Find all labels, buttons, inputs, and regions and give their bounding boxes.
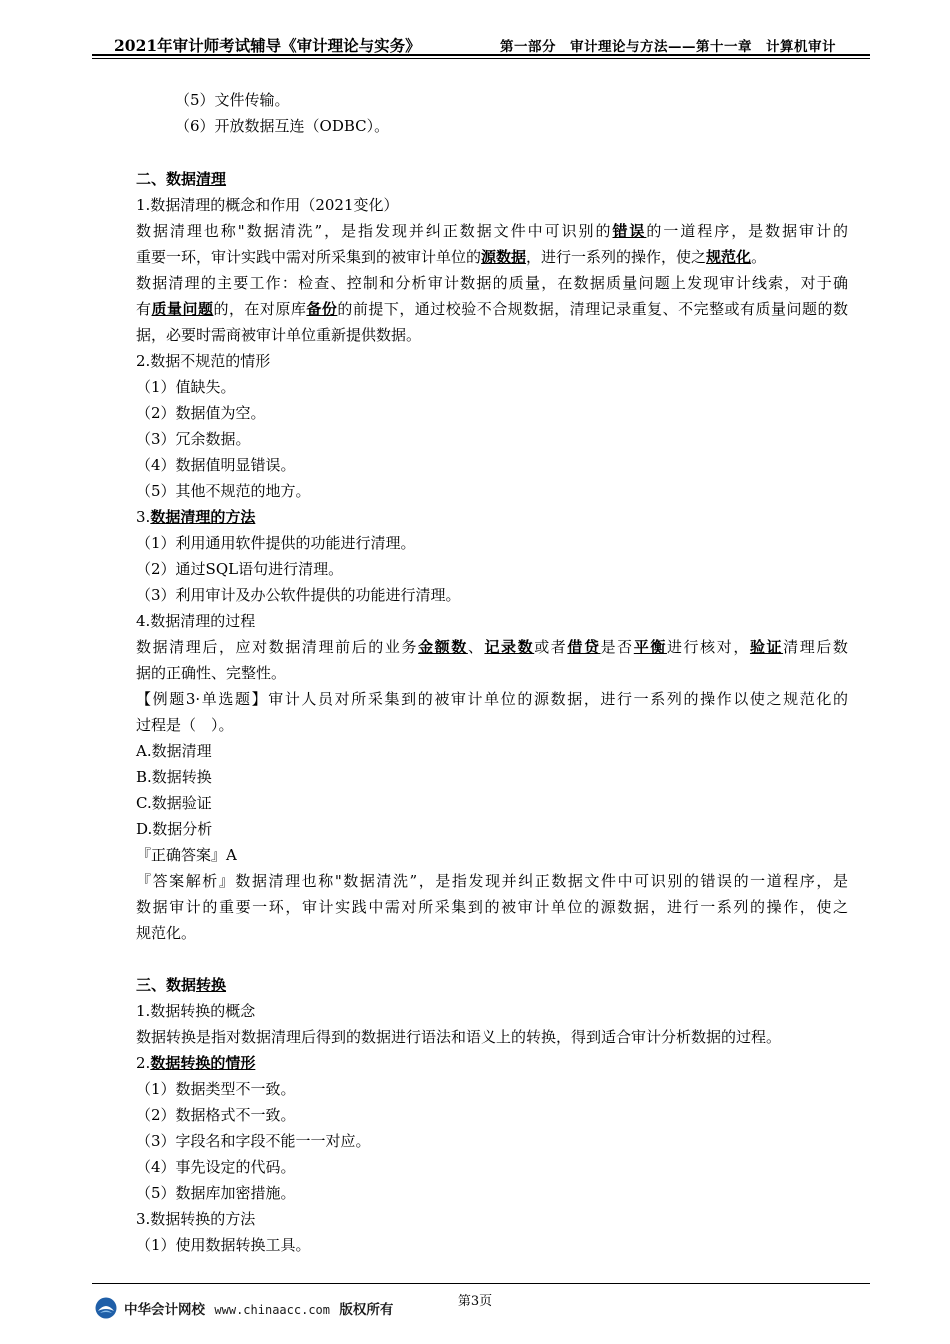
example-question: 【例题3·单选题】审计人员对所采集到的被审计单位的源数据，进行一系列的操作以使之规范化的 — [136, 690, 848, 708]
section-heading: 二、数据清理 — [136, 170, 227, 188]
list-item: （5）文件传输。 — [175, 91, 290, 109]
list-item: （4）数据值明显错误。 — [136, 456, 296, 474]
paragraph-line: 数据清理也称"数据清洗”，是指发现并纠正数据文件中可识别的错误的一道程序，是数据审计的 — [136, 222, 848, 240]
paragraph-line: 数据清理的主要工作：检查、控制和分析审计数据的质量，在数据质量问题上发现审计线索，对于确 — [136, 274, 848, 292]
example-question: 过程是（ ）。 — [136, 716, 234, 734]
subheading: 3.数据清理的方法 — [136, 508, 256, 526]
chinaacc-logo-icon — [95, 1297, 117, 1319]
subheading: 1.数据转换的概念 — [136, 1002, 256, 1020]
option-d: D.数据分析 — [136, 820, 213, 838]
paragraph-line: 数据转换是指对数据清理后得到的数据进行语法和语义上的转换，得到适合审计分析数据的过程。 — [136, 1028, 782, 1046]
list-item: （6）开放数据互连（ODBC）。 — [175, 117, 390, 135]
answer-analysis: 规范化。 — [136, 924, 197, 942]
paragraph-line: 重要一环，审计实践中需对所采集到的被审计单位的源数据，进行一系列的操作，使之规范化。 — [136, 248, 767, 266]
subheading: 3.数据转换的方法 — [136, 1210, 256, 1228]
list-item: （3）冗余数据。 — [136, 430, 251, 448]
header-chapter: 第一部分 审计理论与方法——第十一章 计算机审计 — [500, 39, 836, 55]
paragraph-line: 数据清理后，应对数据清理前后的业务金额数、记录数或者借贷是否平衡进行核对，验证清理后数 — [136, 638, 848, 656]
header-title: 2021年审计师考试辅导《审计理论与实务》 — [114, 36, 421, 55]
list-item: （1）数据类型不一致。 — [136, 1080, 296, 1098]
list-item: （1）值缺失。 — [136, 378, 236, 396]
page-header — [92, 30, 870, 56]
footer-site: www.chinaacc.com — [214, 1303, 330, 1317]
header-rule — [92, 54, 870, 56]
option-c: C.数据验证 — [136, 794, 212, 812]
footer-brand: 中华会计网校 www.chinaacc.com 版权所有 — [124, 1302, 394, 1318]
subheading: 2.数据不规范的情形 — [136, 352, 271, 370]
paragraph-line: 据的正确性、完整性。 — [136, 664, 287, 682]
option-a: A.数据清理 — [136, 742, 212, 760]
header-rule-thin — [92, 58, 870, 59]
list-item: （4）事先设定的代码。 — [136, 1158, 296, 1176]
subheading: 2.数据转换的情形 — [136, 1054, 256, 1072]
option-b: B.数据转换 — [136, 768, 212, 786]
list-item: （5）其他不规范的地方。 — [136, 482, 311, 500]
paragraph-line: 有质量问题的，在对原库备份的前提下，通过校验不合规数据，清理记录重复、不完整或有质量问题的数 — [136, 300, 848, 318]
correct-answer: 『正确答案』A — [136, 846, 237, 864]
list-item: （2）数据格式不一致。 — [136, 1106, 296, 1124]
answer-analysis: 数据审计的重要一环，审计实践中需对所采集到的被审计单位的源数据，进行一系列的操作，使之 — [136, 898, 848, 916]
answer-analysis: 『答案解析』数据清理也称"数据清洗”，是指发现并纠正数据文件中可识别的错误的一道程序，是 — [136, 872, 848, 890]
list-item: （3）利用审计及办公软件提供的功能进行清理。 — [136, 586, 461, 604]
paragraph-line: 据，必要时需商被审计单位重新提供数据。 — [136, 326, 422, 344]
page-number: 第3页 — [457, 1294, 493, 1309]
list-item: （1）利用通用软件提供的功能进行清理。 — [136, 534, 416, 552]
list-item: （3）字段名和字段不能一一对应。 — [136, 1132, 371, 1150]
list-item: （2）通过SQL语句进行清理。 — [136, 560, 344, 578]
list-item: （2）数据值为空。 — [136, 404, 266, 422]
list-item: （1）使用数据转换工具。 — [136, 1236, 311, 1254]
footer-rule — [92, 1283, 870, 1284]
section-heading: 三、数据转换 — [136, 976, 227, 994]
subheading: 1.数据清理的概念和作用（2021变化） — [136, 196, 399, 214]
subheading: 4.数据清理的过程 — [136, 612, 256, 630]
list-item: （5）数据库加密措施。 — [136, 1184, 296, 1202]
